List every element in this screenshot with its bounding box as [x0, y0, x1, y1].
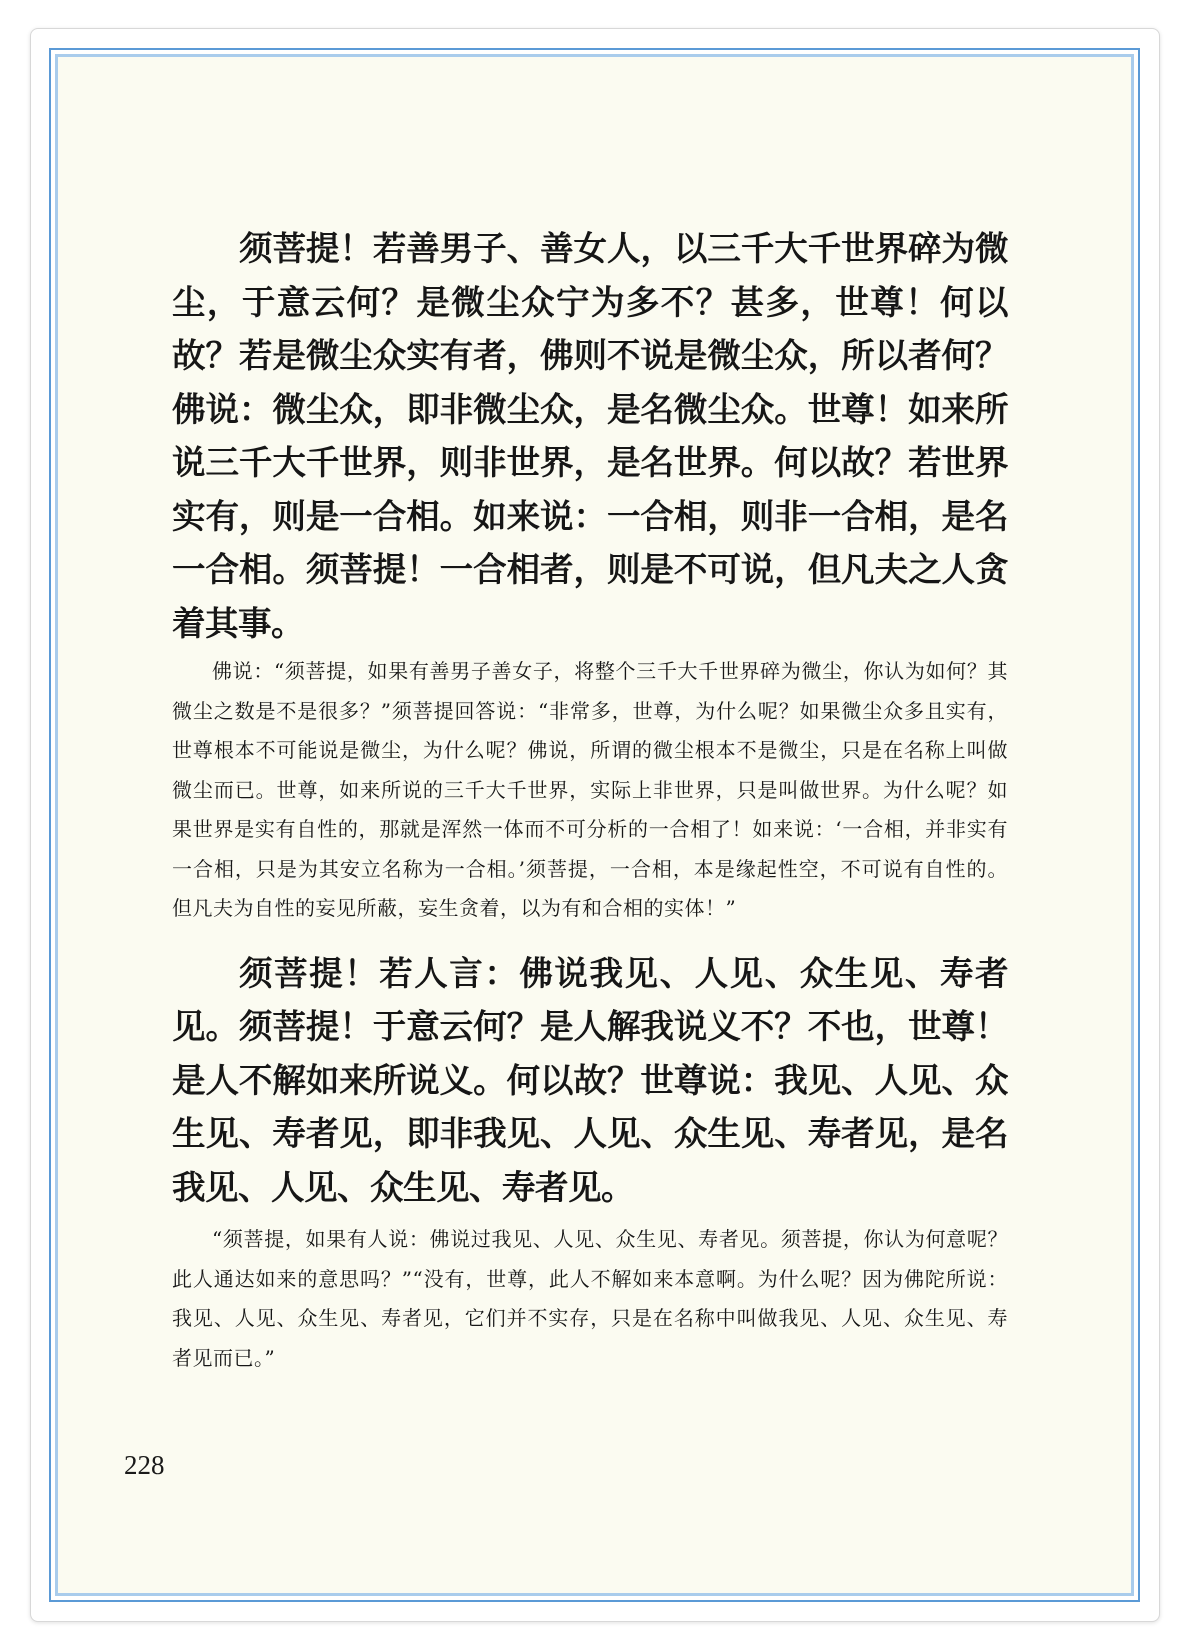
- commentary-paragraph: “须菩提，如果有人说：佛说过我见、人见、众生见、寿者见。须菩提，你认为何意呢？此人通达如来的意思吗？”“没有，世尊，此人不解如来本意啊。为什么呢？因为佛陀所说：我见、人见、众生见、寿者见，它们并不实存，只是在名称中叫做我见、人见、众生见、寿者见而已。”: [172, 1227, 1008, 1370]
- scripture-paragraph: 须菩提！若善男子、善女人，以三千大千世界碎为微尘，于意云何？是微尘众宁为多不？甚多，世尊！何以故？若是微尘众实有者，佛则不说是微尘众，所以者何？佛说：微尘众，即非微尘众，是名微尘众。世尊！如来所说三千大千世界，则非世界，是名世界。何以故？若世界实有，则是一合相。如来说：一合相，则非一合相，是名一合相。须菩提！一合相者，则是不可说，但凡夫之人贪着其事。: [172, 229, 1008, 643]
- page-content: [172, 222, 1008, 1378]
- scripture-paragraph: 须菩提！若人言：佛说我见、人见、众生见、寿者见。须菩提！于意云何？是人解我说义不？不也，世尊！是人不解如来所说义。何以故？世尊说：我见、人见、众生见、寿者见，即非我见、人见、众生见、寿者见，是名我见、人见、众生见、寿者见。: [172, 953, 1008, 1207]
- page-number: 228: [124, 1450, 165, 1480]
- commentary-paragraph: 佛说：“须菩提，如果有善男子善女子，将整个三千大千世界碎为微尘，你认为如何？其微尘之数是不是很多？”须菩提回答说：“非常多，世尊，为什么呢？如果微尘众多且实有，世尊根本不可能说是微尘，为什么呢？佛说，所谓的微尘根本不是微尘，只是在名称上叫做微尘而已。世尊，如来所说的三千大千世界，实际上非世界，只是叫做世界。为什么呢？如果世界是实有自性的，那就是浑然一体而不可分析的一合相了！如来说：‘一合相，并非实有一合相，只是为其安立名称为一合相。’须菩提，一合相，本是缘起性空，不可说有自性的。但凡夫为自性的妄见所蔽，妄生贪着，以为有和合相的实体！”: [172, 659, 1008, 920]
